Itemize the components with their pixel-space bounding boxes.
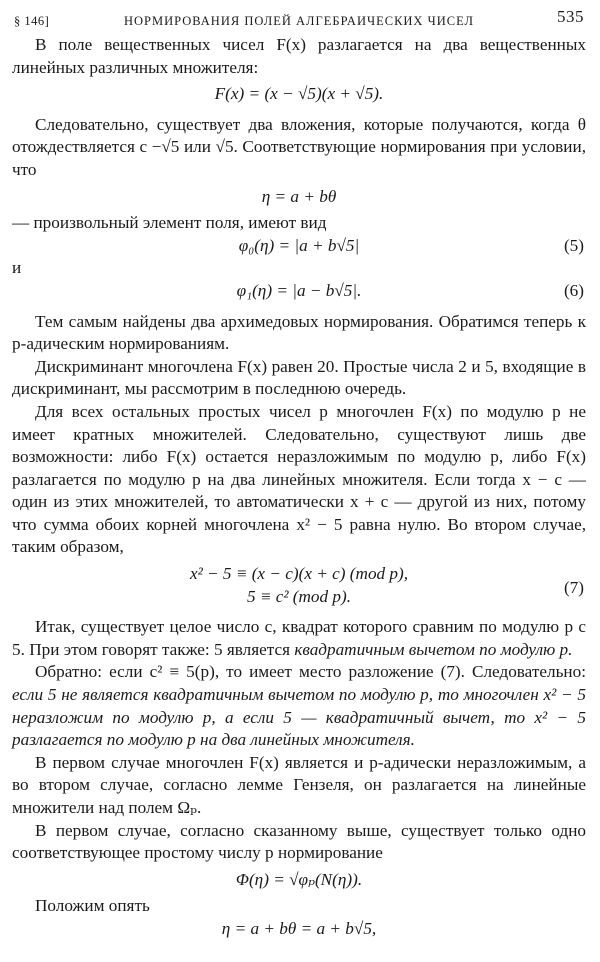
- paragraph-quadratic-residue: [12, 616, 586, 661]
- running-title: НОРМИРОВАНИЯ ПОЛЕЙ АЛГЕБРАИЧЕСКИХ ЧИСЕЛ: [123, 14, 475, 28]
- equation-text: Φ(η) = √φₚ(N(η)).: [235, 869, 363, 889]
- emphasis-run: если 5 не является квадратичным вычетом по модулю p, то многочлен x² − 5 неразложим по модулю p, а если 5 — квадратичный вычет, то x² − 5 разлагается по модулю p на два линейных множителя.: [12, 685, 586, 750]
- equation-line: 5 ≡ c² (mod p).: [246, 586, 352, 606]
- equation-phi: [12, 869, 586, 892]
- paragraph-real-field: В поле вещественных чисел F(x) разлагается на два вещественных линейных различных множителя:: [12, 35, 586, 77]
- equation-text: φ₁(η) = |a − b√5|.: [236, 280, 362, 300]
- paragraph-archimedean: Тем самым найдены два архимедовых нормирования. Обратимся теперь к p-адическим нормированиям.: [12, 311, 586, 354]
- paragraph-set-again: Положим опять: [35, 896, 150, 916]
- equation-text: η = a + bθ: [261, 186, 337, 206]
- equation-factorization: [12, 83, 586, 106]
- equation-5: [12, 235, 586, 258]
- emphasis-run: квадратичным вычетом по модулю p.: [294, 639, 573, 659]
- conjunction-and: и: [12, 258, 22, 278]
- equation-text: φ₀(η) = |a + b√5|: [238, 235, 360, 255]
- equation-7: [12, 563, 586, 608]
- equation-eta-again: [12, 918, 586, 941]
- running-head: [12, 6, 586, 34]
- paragraph-discriminant: Дискриминант многочлена F(x) равен 20. Простые числа 2 и 5, входящие в дискриминант, мы рассмотрим в последнюю очередь.: [12, 356, 586, 399]
- equation-text: η = a + bθ = a + b√5,: [221, 918, 377, 938]
- paragraph-hensel: В первом случае многочлен F(x) является и p-адически неразложимым, а во втором случае, согласно лемме Гензеля, он разлагается на линейные множители над полем Ωₚ.: [12, 752, 586, 817]
- equation-number: (6): [563, 280, 584, 300]
- equation-line: x² − 5 ≡ (x − c)(x + c) (mod p),: [189, 564, 409, 584]
- text-run: Обратно: если c² ≡ 5(p), то имеет место разложение (7). Следовательно:: [35, 662, 586, 682]
- section-mark: § 146]: [14, 14, 50, 28]
- paragraph-element: — произвольный элемент поля, имеют вид: [12, 213, 327, 233]
- paragraph-primes: Для всех остальных простых чисел p многочлен F(x) по модулю p не имеет кратных множителей. Следовательно, существуют лишь две возможности: либо F(x) остается неразложимым по модулю p, либо F(x) разлагается по модулю p на два линейных множителя. Если тогда x − c — один из этих множителей, то автоматически x + c — другой из них, потому что сумма обоих корней многочлена x² − 5 равна нулю. Во втором случае, таким образом,: [12, 401, 586, 557]
- equation-number: (5): [563, 235, 584, 255]
- equation-number: (7): [563, 578, 584, 598]
- equation-text: F(x) = (x − √5)(x + √5).: [214, 84, 384, 104]
- page-number: 535: [557, 7, 584, 26]
- paragraph-one-norm: В первом случае, согласно сказанному выше, существует только одно соответствующее простому числу p нормирование: [12, 820, 586, 863]
- equation-eta: [12, 186, 586, 209]
- text-run: Итак, существует целое число c, квадрат которого сравним по модулю p с 5. При этом говорят также: 5 является: [12, 617, 586, 659]
- paragraph-embeddings: Следовательно, существует два вложения, которые получаются, когда θ отождествляется с −√5 или √5. Соответствующие нормирования при условии, что: [12, 114, 586, 179]
- equation-6: [12, 280, 586, 303]
- paragraph-converse: [12, 661, 586, 751]
